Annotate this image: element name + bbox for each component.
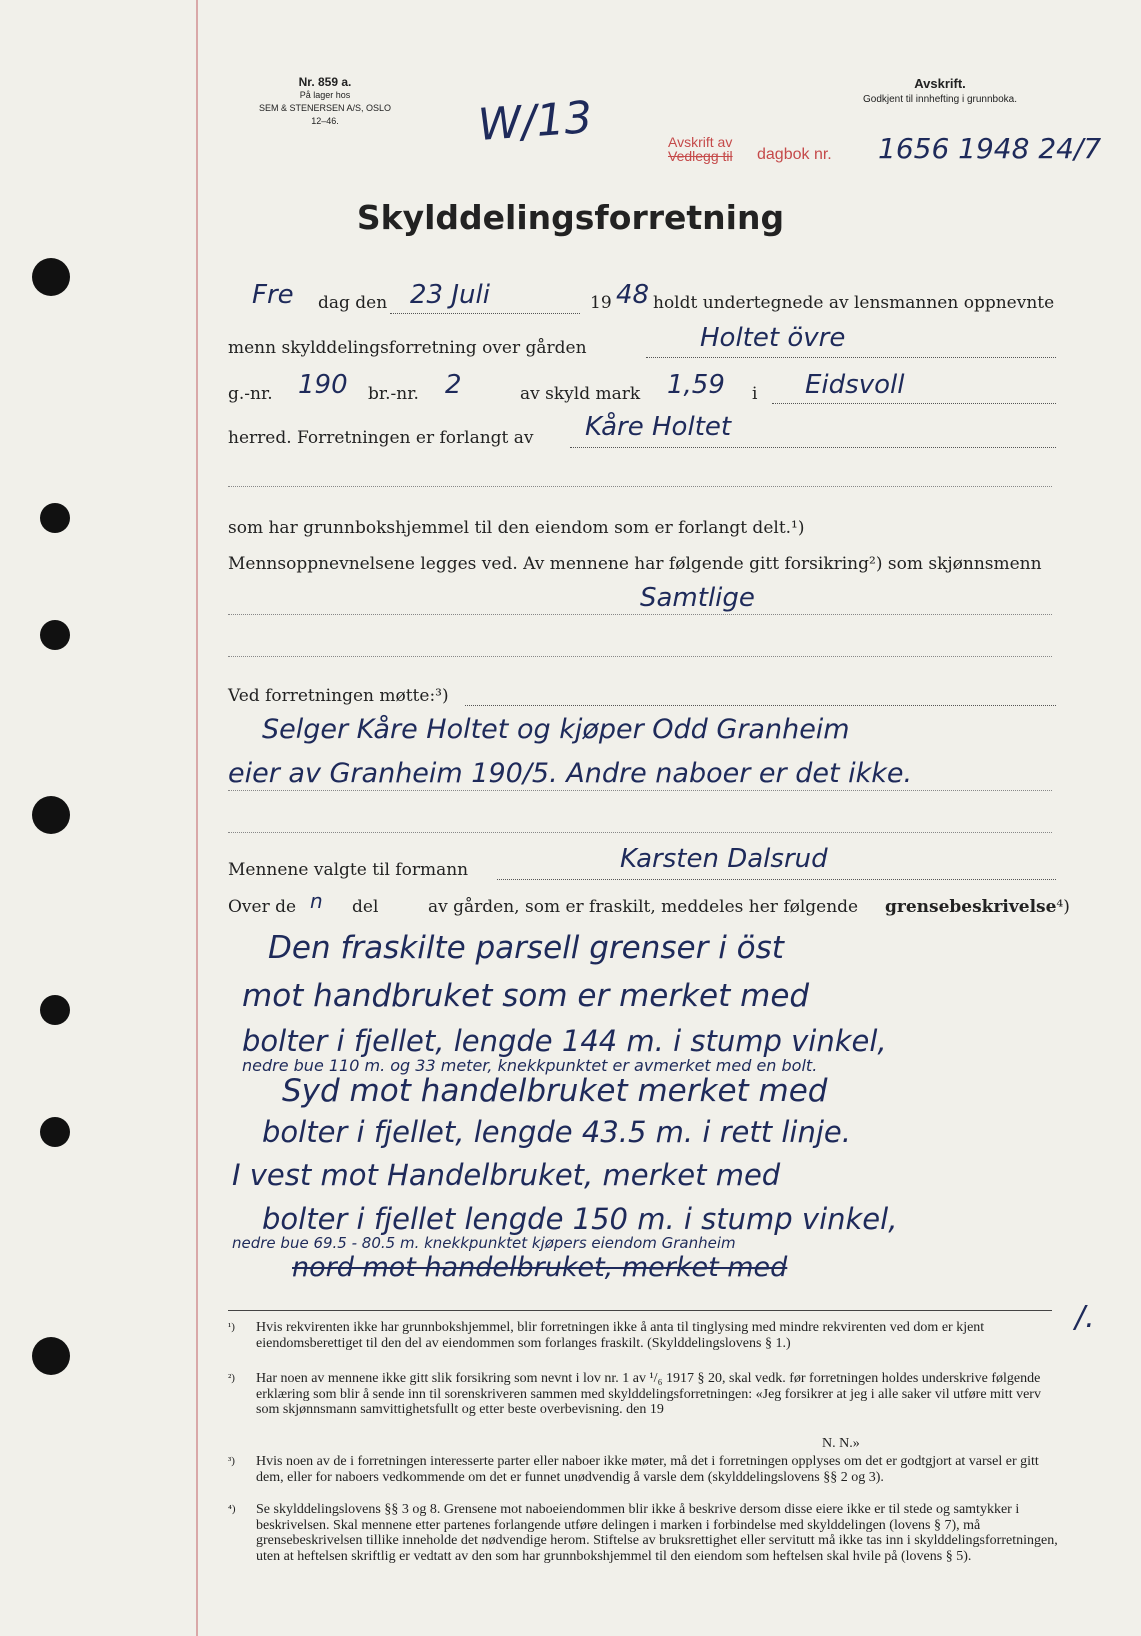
printer-line: På lager hos xyxy=(299,90,351,100)
avskrift-note: Godkjent til innhefting i grunnboka. xyxy=(863,94,1017,105)
dotted-rule xyxy=(228,486,1052,487)
footnote-number: ²) xyxy=(228,1372,235,1384)
farm-hand: Holtet övre xyxy=(700,323,846,353)
stamp-line: Avskrift av xyxy=(668,134,733,150)
margin-line xyxy=(196,0,198,1636)
printer-line: SEM & STENERSEN A/S, OSLO xyxy=(258,103,392,113)
skyld-label: av skyld mark xyxy=(520,384,641,404)
bnr-hand: 2 xyxy=(445,370,462,400)
form-number: Nr. 859 a. xyxy=(298,75,352,89)
i-label: i xyxy=(752,384,758,404)
dotted-field xyxy=(570,446,1056,448)
handwritten-mark: W/13 xyxy=(476,92,594,151)
grense-footnote-ref: ⁴) xyxy=(1056,897,1070,917)
dag-den-label: dag den xyxy=(318,293,388,313)
binder-hole xyxy=(32,258,70,296)
footnote-number: ¹) xyxy=(228,1321,235,1333)
attendance-label: Ved forretningen møtte:³) xyxy=(228,686,449,706)
description-line: Den fraskilte parsell grenser i öst xyxy=(268,930,784,966)
dagbok-label: dagbok nr. xyxy=(757,146,832,163)
year-hand: 48 xyxy=(616,280,650,310)
dotted-field xyxy=(497,878,1056,880)
del-label: del xyxy=(352,897,379,917)
end-mark: /. xyxy=(1075,1300,1095,1335)
dotted-field xyxy=(465,704,1056,706)
formann-hand: Karsten Dalsrud xyxy=(620,844,828,874)
year-prefix: 19 xyxy=(590,293,612,313)
binder-hole xyxy=(32,796,70,834)
footnote-separator xyxy=(228,1310,1052,1311)
footnote xyxy=(228,1371,1058,1418)
binder-hole xyxy=(40,1117,70,1147)
struck-description-line: nord mot handelbruket, merket med xyxy=(292,1252,788,1283)
gnr-label: g.-nr. xyxy=(228,384,273,404)
printer-imprint xyxy=(245,76,405,128)
requester-hand: Kåre Holtet xyxy=(585,412,732,442)
grense-label xyxy=(885,897,1070,917)
description-line: Syd mot handelbruket merket med xyxy=(282,1073,828,1109)
description-line: nedre bue 69.5 - 80.5 m. knekkpunktet kjøpers eiendom Granheim xyxy=(232,1234,736,1252)
dotted-field xyxy=(646,356,1056,358)
line1-text: holdt undertegnede av lensmannen oppnevnte xyxy=(653,293,1055,313)
description-line: I vest mot Handelbruket, merket med xyxy=(232,1158,781,1192)
footnote xyxy=(228,1454,1058,1485)
gnr-hand: 190 xyxy=(298,370,348,400)
avskrift-title: Avskrift. xyxy=(914,76,966,91)
stamp-line: Vedlegg til xyxy=(668,148,733,164)
date-hand: 23 Juli xyxy=(410,280,490,310)
dagbok-number: 1656 1948 24/7 xyxy=(878,132,1102,165)
grense-word: grensebeskrivelse xyxy=(885,897,1057,917)
binder-hole xyxy=(40,620,70,650)
dotted-rule xyxy=(228,614,1052,615)
dotted-rule xyxy=(228,790,1052,791)
oppnevnelse-text: Mennsoppnevnelsene legges ved. Av mennene har følgende gitt forsikring²) som skjønnsmenn xyxy=(228,554,1042,574)
bnr-label: br.-nr. xyxy=(368,384,419,404)
footnote xyxy=(228,1502,1058,1564)
binder-hole xyxy=(40,503,70,533)
dotted-field xyxy=(390,312,580,314)
footnote-number: ⁴) xyxy=(228,1503,236,1515)
insurance-hand: Samtlige xyxy=(640,583,755,613)
dotted-rule xyxy=(228,832,1052,833)
attendance-hand: Selger Kåre Holtet og kjøper Odd Granheim xyxy=(262,714,850,745)
dotted-rule xyxy=(228,656,1052,657)
footnote-number: ³) xyxy=(228,1455,235,1467)
herred-hand: Eidsvoll xyxy=(805,370,905,400)
requester-label: herred. Forretningen er forlangt av xyxy=(228,428,534,448)
printer-line: 12–46. xyxy=(311,116,339,126)
footnote-text: Har noen av mennene ikke gitt slik forsikring som nevnt i lov nr. 1 av ¹/₆ 1917 § 20, skal vedk. før forretningen holdes underskrive følgende erklæring som blir å sende inn til sorenskriveren sammen med skylddelingsforretningen: «Jeg forsikrer at jeg i alle saker vil utføre mitt verv som skjønnsmann samvittighetsfullt og etter beste overbevisning. den 19 xyxy=(256,1371,1041,1417)
day-hand: Fre xyxy=(252,280,294,310)
footnote-text: Se skylddelingslovens §§ 3 og 8. Grensene mot naboeiendommen blir ikke å beskrive dersom disse eiere ikke er til stede og samtykker i beskrivelsen. Skal mennene etter partenes forlangende utføre delingen i marken i forbindelse med skylddelingen (lovens § 7), må grensebeskrivelsen tillike inneholde det nødvendige herom. Stiftelse av bruksrettighet eller servitutt må ikke tas inn i skylddelingsforretningen, uten at heftelsen skriftlig er vedtatt av den som har grunnbokshjemmel til den eiendom som heftelsen skal hvile på (lovens § 5). xyxy=(256,1502,1058,1564)
binder-hole xyxy=(40,995,70,1025)
footnote xyxy=(228,1320,1058,1351)
footnote-signature xyxy=(822,1436,942,1452)
skyld-hand: 1,59 xyxy=(667,370,725,400)
grunnbok-text: som har grunnbokshjemmel til den eiendom som er forlangt delt.¹) xyxy=(228,518,805,538)
description-line: bolter i fjellet, lengde 43.5 m. i rett linje. xyxy=(262,1115,851,1149)
description-line: bolter i fjellet, lengde 144 m. i stump vinkel, xyxy=(242,1024,887,1058)
red-stamp xyxy=(668,135,733,163)
document-title: Skylddelingsforretning xyxy=(356,198,785,237)
footnote-text: Hvis noen av de i forretningen interesserte parter eller naboer ikke møter, må det i forretningen opplyses om det er godtgjort at varsel er gitt dem, eller for naboers vedkommende om det er funnet unødvendig å varsle dem (skylddelingslovens §§ 2 og 3). xyxy=(256,1454,1039,1485)
fraskilt-label: av gården, som er fraskilt, meddeles her følgende xyxy=(428,897,859,917)
binder-hole xyxy=(32,1337,70,1375)
footnote-text: N. N.» xyxy=(822,1436,860,1451)
description-line: bolter i fjellet lengde 150 m. i stump vinkel, xyxy=(262,1202,898,1236)
over-label: Over de xyxy=(228,897,297,917)
description-line: nedre bue 110 m. og 33 meter, knekkpunktet er avmerket med en bolt. xyxy=(242,1056,818,1075)
attendance-hand: eier av Granheim 190/5. Andre naboer er det ikke. xyxy=(228,758,913,789)
description-line: mot handbruket som er merket med xyxy=(242,978,810,1014)
farm-label: menn skylddelingsforretning over gården xyxy=(228,338,587,358)
avskrift-block xyxy=(820,76,1060,105)
over-hand: n xyxy=(310,889,323,913)
dotted-field xyxy=(772,402,1056,404)
formann-label: Mennene valgte til formann xyxy=(228,860,469,880)
footnote-text: Hvis rekvirenten ikke har grunnbokshjemmel, blir forretningen ikke å anta til tinglysing med mindre rekvirenten ved dom er kjent eiendomsberettiget til den del av eiendommen som forlanges fraskilt. (Skylddelingslovens § 1.) xyxy=(256,1320,985,1351)
